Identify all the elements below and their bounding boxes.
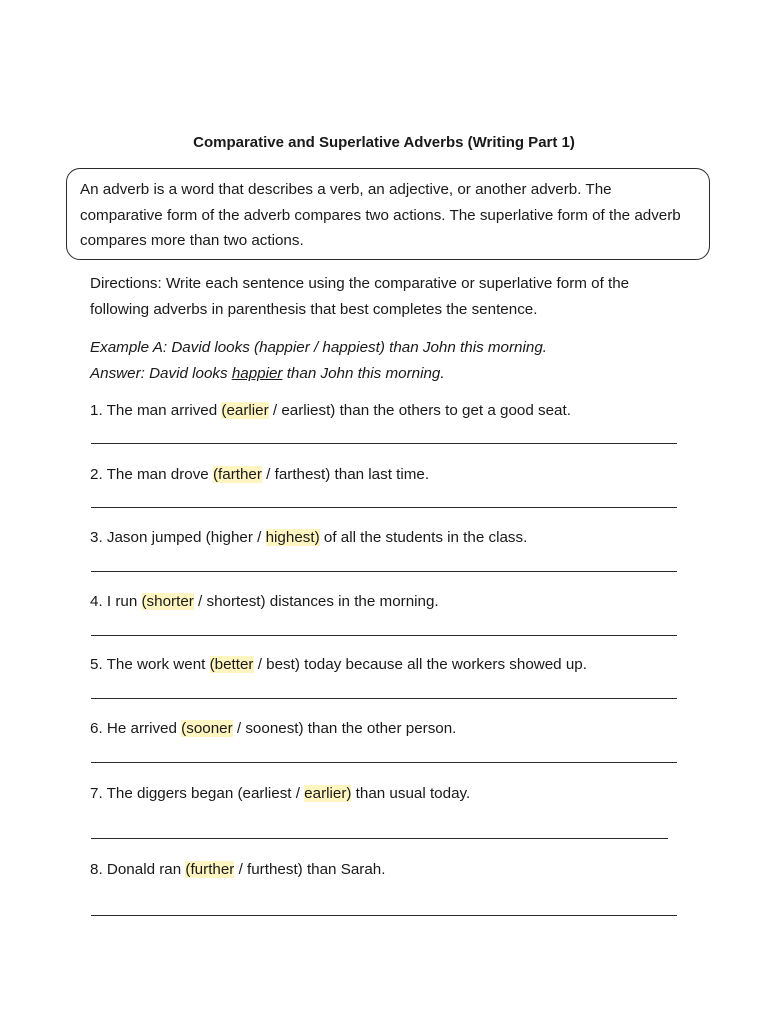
answer-line-6[interactable] [91, 762, 677, 763]
question-text: 7. The diggers began (earliest / [90, 785, 305, 802]
question-text: / furthest) than Sarah. [234, 861, 386, 878]
question-text: 5. The work went [90, 656, 210, 673]
question-6 [90, 718, 710, 740]
question-text: 2. The man drove [90, 466, 213, 483]
question-5 [90, 654, 710, 676]
question-text: / earliest) than the others to get a good seat. [268, 402, 571, 419]
question-text: / farthest) than last time. [261, 466, 430, 483]
highlighted-answer: highest) [265, 529, 320, 546]
question-text: than usual today. [351, 785, 471, 802]
question-2 [90, 464, 710, 486]
worksheet-title: Comparative and Superlative Adverbs (Writing Part 1) [193, 134, 575, 151]
answer-line-7[interactable] [91, 838, 668, 839]
answer-line-8[interactable] [91, 915, 677, 916]
question-text: / soonest) than the other person. [232, 720, 457, 737]
question-text: / shortest) distances in the morning. [193, 593, 439, 610]
question-text: 6. He arrived [90, 720, 182, 737]
example-line: Example A: David looks (happier / happiest) than John this morning. [90, 339, 547, 356]
highlighted-answer: (shorter [141, 593, 194, 610]
highlighted-answer: (sooner [181, 720, 233, 737]
answer-line-1[interactable] [91, 443, 677, 444]
answer-underlined-word: happier [231, 364, 283, 382]
highlighted-answer: (better [209, 656, 254, 673]
definition-box: An adverb is a word that describes a verb, an adjective, or another adverb. The comparative form of the adverb compares two actions. The superlative form of the adverb compares more than two actions. [66, 168, 710, 260]
highlighted-answer: earlier) [304, 785, 352, 802]
question-text: 8. Donald ran [90, 861, 186, 878]
question-text: 4. I run [90, 593, 142, 610]
highlighted-answer: (earlier [221, 402, 269, 419]
answer-suffix: than John this morning. [282, 364, 445, 382]
question-7 [90, 783, 710, 805]
highlighted-answer: (further [185, 861, 235, 878]
answer-prefix: Answer: David looks [90, 364, 232, 382]
answer-line-5[interactable] [91, 698, 677, 699]
answer-line [90, 361, 690, 387]
question-text: / best) today because all the workers showed up. [253, 656, 587, 673]
question-text: of all the students in the class. [319, 529, 528, 546]
question-3 [90, 527, 710, 549]
directions-text: Directions: Write each sentence using the comparative or superlative form of the following adverbs in parenthesis that best completes the sentence. [90, 275, 630, 318]
question-1 [90, 400, 710, 422]
highlighted-answer: (farther [212, 466, 262, 483]
question-8 [90, 859, 710, 881]
question-4 [90, 591, 710, 613]
answer-line-4[interactable] [91, 635, 677, 636]
answer-line-2[interactable] [91, 507, 677, 508]
example-block [90, 335, 690, 386]
question-text: 3. Jason jumped (higher / [90, 529, 266, 546]
question-text: 1. The man arrived [90, 402, 222, 419]
answer-line-3[interactable] [91, 571, 677, 572]
